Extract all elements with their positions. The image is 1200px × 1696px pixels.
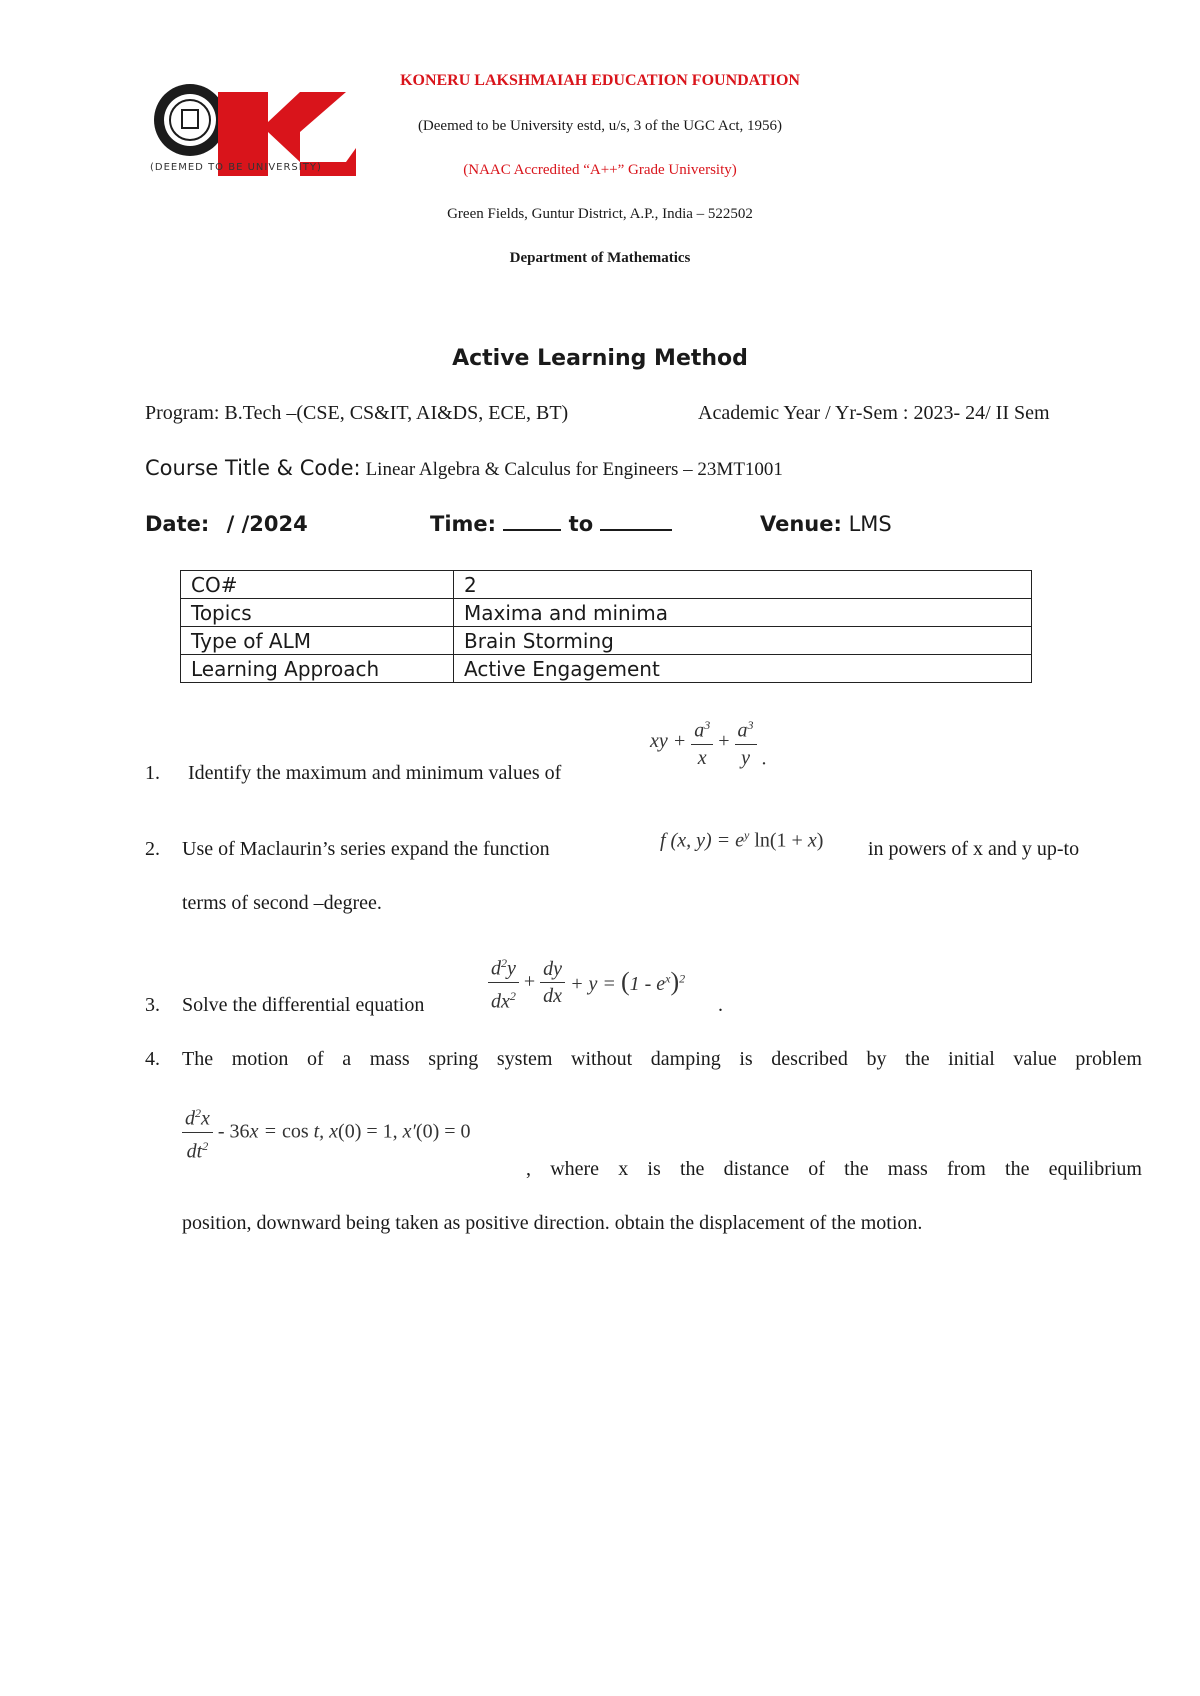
table-row bbox=[181, 599, 1032, 627]
table-row bbox=[181, 571, 1032, 599]
question-3-period: . bbox=[718, 994, 723, 1016]
page-title: Active Learning Method bbox=[452, 346, 748, 371]
naac-line: (NAAC Accredited “A++” Grade University) bbox=[463, 162, 737, 178]
logo-tagline: (DEEMED TO BE UNIVERSITY) bbox=[150, 162, 322, 173]
table-row bbox=[181, 627, 1032, 655]
time-field bbox=[430, 512, 672, 536]
department-line: Department of Mathematics bbox=[509, 250, 691, 266]
question-2-text-b: in powers of x and y up-to bbox=[868, 838, 1080, 860]
time-label: Time: bbox=[430, 512, 497, 536]
question-4-text-b: , where x is the distance of the mass from the equilibrium bbox=[526, 1158, 1142, 1180]
question-1-formula: xy + $\frac{a^3}{x}$ + $\frac{a^3}{y}$ . bbox=[650, 712, 767, 771]
question-2-text-a: Use of Maclaurin’s series expand the function bbox=[182, 838, 550, 860]
question-3-text: Solve the differential equation bbox=[182, 994, 425, 1016]
time-start-blank bbox=[503, 525, 561, 531]
institution-name: KONERU LAKSHMAIAH EDUCATION FOUNDATION bbox=[400, 72, 800, 89]
question-4-text-a: The motion of a mass spring system without damping is described by the initial value problem bbox=[182, 1048, 1142, 1070]
date-field bbox=[145, 512, 308, 536]
table-value: Brain Storming bbox=[454, 627, 1032, 655]
date-label: Date: bbox=[145, 512, 210, 536]
info-table bbox=[180, 570, 1032, 683]
course-value: Linear Algebra & Calculus for Engineers – 23MT1001 bbox=[365, 459, 783, 480]
venue-label: Venue: bbox=[760, 512, 842, 536]
question-4-formula: $\frac{d^2x}{dt^2}$ - 36x = cos t, x(0) = 1, x′(0) = 0 bbox=[182, 1100, 471, 1164]
question-3-number: 3. bbox=[145, 994, 160, 1016]
question-2-formula: f (x, $y) = e^y$ ln(1 + x) bbox=[660, 828, 824, 852]
table-key: Learning Approach bbox=[181, 655, 454, 683]
question-2-number: 2. bbox=[145, 838, 160, 860]
time-end-blank bbox=[600, 525, 672, 531]
table-key: Type of ALM bbox=[181, 627, 454, 655]
venue-value: LMS bbox=[848, 512, 892, 536]
question-2-text-c: terms of second –degree. bbox=[182, 892, 382, 914]
course-label: Course Title & Code: bbox=[145, 456, 361, 480]
date-value: / /2024 bbox=[226, 512, 308, 536]
course-line bbox=[145, 456, 783, 481]
academic-year-text: Academic Year / Yr-Sem : 2023- 24/ II Sem bbox=[698, 402, 1050, 424]
table-key: CO# bbox=[181, 571, 454, 599]
program-text: Program: B.Tech –(CSE, CS&IT, AI&DS, ECE, BT) bbox=[145, 402, 569, 424]
question-4-number: 4. bbox=[145, 1048, 160, 1070]
table-value: Maxima and minima bbox=[454, 599, 1032, 627]
address-line: Green Fields, Guntur District, A.P., India – 522502 bbox=[447, 206, 753, 222]
question-1-text: Identify the maximum and minimum values of bbox=[188, 762, 562, 784]
table-row bbox=[181, 655, 1032, 683]
time-to-label: to bbox=[568, 512, 594, 536]
question-3-formula: $\frac{d^2y}{dx^2}$ + $\frac{dy}{dx}$ + $y = (1 - e^x)^2$ bbox=[488, 950, 685, 1014]
deemed-line: (Deemed to be University estd, u/s, 3 of the UGC Act, 1956) bbox=[417, 118, 783, 134]
table-value: Active Engagement bbox=[454, 655, 1032, 683]
table-value: 2 bbox=[454, 571, 1032, 599]
table-key: Topics bbox=[181, 599, 454, 627]
question-4-text-c: position, downward being taken as positive direction. obtain the displacement of the motion. bbox=[182, 1212, 923, 1234]
question-1-number: 1. bbox=[145, 762, 160, 784]
venue-field bbox=[760, 512, 892, 536]
